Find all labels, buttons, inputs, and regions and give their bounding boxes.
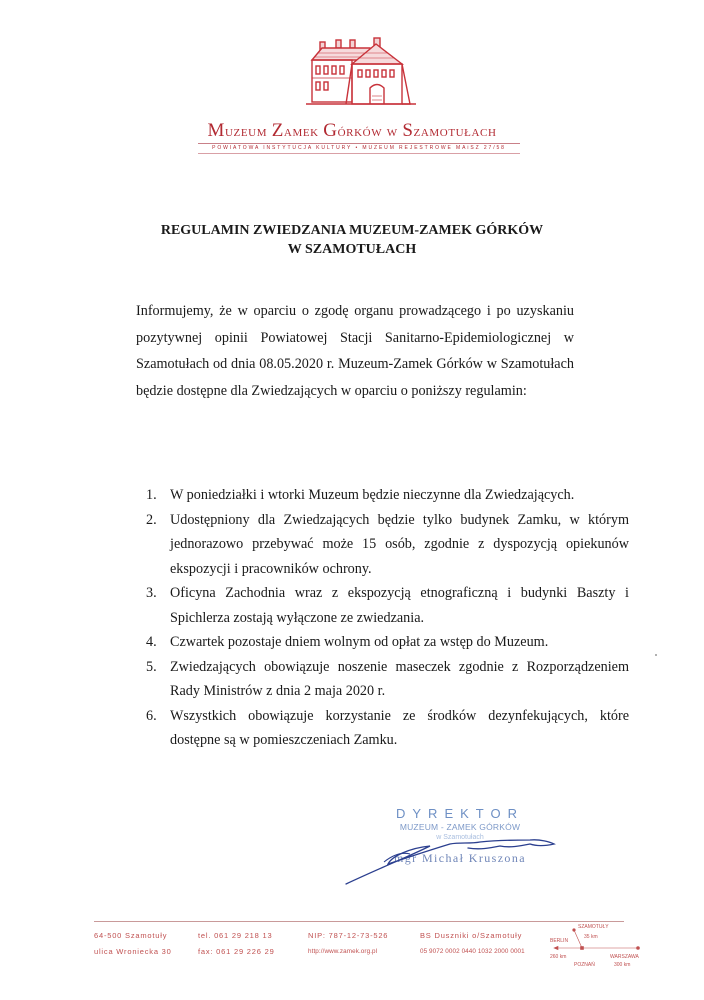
map-label-warszawa-dist: 300 km	[614, 962, 631, 968]
museum-name-part	[402, 120, 497, 141]
footer-tax-web	[308, 928, 388, 960]
rule-number: 4.	[146, 634, 157, 650]
signature-town: w Szamotułach	[436, 834, 484, 841]
map-arrow-berlin	[554, 946, 558, 949]
map-point-poznan	[581, 947, 584, 950]
location-map-icon	[548, 924, 648, 974]
signature-name: mgr Michał Kruszona	[394, 851, 526, 865]
rule-text: W poniedziałki i wtorki Muzeum będzie nieczynne dla Zwiedzających.	[170, 487, 575, 503]
address-line: ulica Wroniecka 30	[94, 947, 172, 956]
website-link[interactable]: http://www.zamek.org.pl	[308, 948, 378, 955]
castle-logo-icon	[306, 36, 418, 110]
museum-name-heading	[0, 120, 704, 142]
document-title-line: REGULAMIN ZWIEDZANIA MUZEUM-ZAMEK GÓRKÓW	[160, 223, 544, 238]
map-point-szamotuly	[573, 929, 576, 932]
document-title	[0, 221, 704, 259]
map-label-szamotuly-dist: 35 km	[584, 934, 598, 940]
rule-item	[146, 655, 629, 704]
museum-name-rest: zamotułach	[413, 123, 497, 140]
map-label-poznan: POZNAŃ	[574, 962, 595, 968]
rule-item	[146, 508, 629, 582]
rules-list	[146, 483, 629, 753]
museum-name-initial: Z	[271, 120, 284, 141]
institution-subtitle: POWIATOWA INSTYTUCJA KULTURY • MUZEUM REJESTROWE MAiSZ 27/58	[212, 145, 506, 151]
museum-name-initial: S	[402, 120, 414, 141]
footer-address	[94, 928, 172, 960]
rule-text: Czwartek pozostaje dniem wolnym od opłat za wstęp do Muzeum.	[170, 634, 549, 650]
museum-name-initial: M	[207, 120, 225, 141]
rule-number: 6.	[146, 707, 157, 724]
museum-name-initial: G	[323, 120, 338, 141]
header-divider-bottom	[198, 153, 520, 154]
map-label-berlin-dist: 260 km	[550, 954, 567, 960]
footer-divider	[94, 921, 624, 922]
scan-speck	[655, 654, 657, 656]
map-label-szamotuly: SZAMOTUŁY	[578, 924, 609, 930]
museum-name-rest: uzeum	[224, 123, 272, 140]
rule-text: Oficyna Zachodnia wraz z ekspozycją etnograficzną i budynki Baszty i Spichlerza zostają wyłączone ze zwiedzania.	[170, 585, 629, 626]
museum-name-rest: amek	[283, 123, 324, 140]
map-label-warszawa: WARSZAWA	[610, 954, 639, 960]
address-line: 64-500 Szamotuły	[94, 931, 168, 940]
museum-name-rest: órków w	[337, 123, 403, 140]
footer-contact	[198, 928, 275, 960]
rule-text: Zwiedzających obowiązuje noszenie maseczek zgodnie z Rozporządzeniem Rady Ministrów z dnia 2 maja 2020 r.	[170, 658, 629, 699]
museum-name-part	[323, 120, 403, 141]
bank-name: BS Duszniki o/Szamotuły	[420, 931, 523, 940]
signature-stamp	[370, 806, 550, 866]
signature-institution: MUZEUM - ZAMEK GÓRKÓW	[399, 822, 521, 832]
header-divider	[198, 143, 520, 144]
rule-item	[146, 581, 629, 630]
phone-number: tel. 061 29 218 13	[198, 931, 273, 940]
museum-name-part	[271, 120, 324, 141]
rule-item	[146, 483, 629, 508]
rule-number: 1.	[146, 487, 157, 503]
tax-id: NIP: 787-12-73-526	[308, 931, 389, 940]
rule-text: Udostępniony dla Zwiedzających będzie tylko budynek Zamku, w którym jednorazowo przebywać może 15 osób, zgodnie z dyspozycją opiekunów ekspozycji i pracowników ochrony.	[170, 511, 629, 577]
location-map	[548, 924, 648, 974]
rule-item	[146, 630, 629, 655]
rule-item	[146, 704, 629, 753]
map-point-warszawa	[637, 947, 640, 950]
bank-account: 05 9072 0002 0440 1032 2000 0001	[420, 948, 525, 955]
map-route-szamotuly	[574, 930, 582, 948]
rule-number: 2.	[146, 511, 157, 528]
rule-text: Wszystkich obowiązuje korzystanie ze środków dezynfekujących, które dostępne są w pomieszczeniach Zamku.	[170, 707, 629, 748]
rule-number: 3.	[146, 585, 157, 601]
signature-role: DYREKTOR	[396, 806, 524, 821]
rule-number: 5.	[146, 658, 157, 675]
intro-paragraph: Informujemy, że w oparciu o zgodę organu prowadzącego i po uzyskaniu pozytywnej opinii Powiatowej Stacji Sanitarno-Epidemiologicznej w Szamotułach od dnia 08.05.2020 r. Muzeum-Zamek Górków w Szamotułach będzie dostępne dla Zwiedzających w oparciu o poniższy regulamin:	[136, 303, 574, 399]
document-title-line: W SZAMOTUŁACH	[287, 242, 417, 257]
map-label-berlin: BERLIN	[550, 938, 569, 944]
footer-bank	[420, 928, 525, 960]
museum-name-part	[207, 120, 272, 141]
fax-number: fax: 061 29 226 29	[198, 947, 275, 956]
